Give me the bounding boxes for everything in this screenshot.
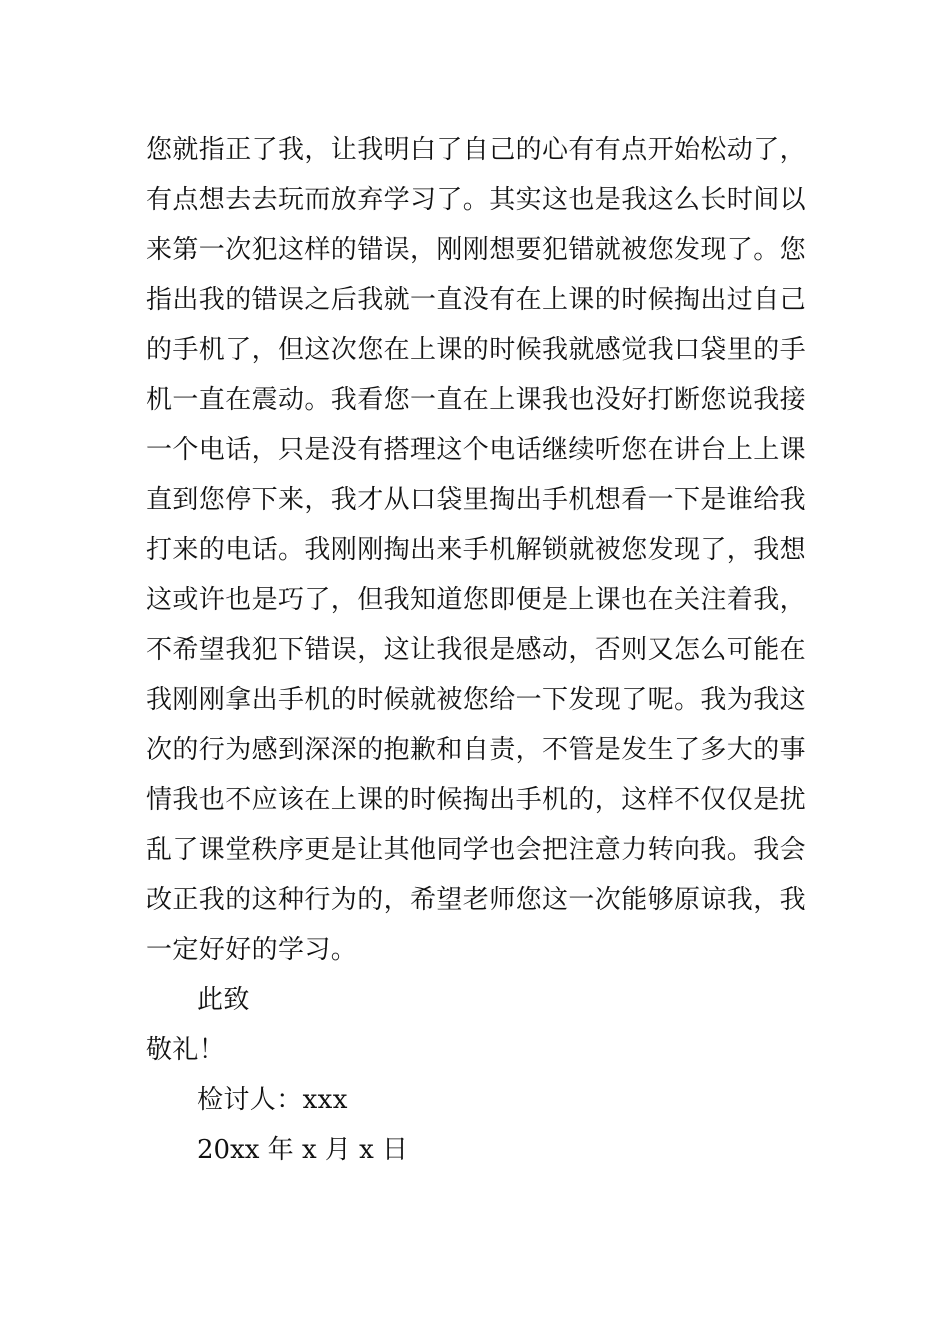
body-line: 一个电话，只是没有搭理这个电话继续听您在讲台上上课 [146,435,807,465]
body-line: 一定好好的学习。 [146,935,358,965]
body-line: 这或许也是巧了，但我知道您即便是上课也在关注着我， [146,585,807,615]
body-line: 乱了课堂秩序更是让其他同学也会把注意力转向我。我会 [146,835,807,865]
body-line: 的手机了，但这次您在上课的时候我就感觉我口袋里的手 [146,335,807,365]
body-line: 我刚刚拿出手机的时候就被您给一下发现了呢。我为我这 [146,685,807,715]
body-line: 情我也不应该在上课的时候掏出手机的，这样不仅仅是扰 [146,785,807,815]
salutation-text: 敬礼！ [146,1035,226,1065]
body-line: 打来的电话。我刚刚掏出来手机解锁就被您发现了，我想 [146,535,807,565]
body-line: 次的行为感到深深的抱歉和自责，不管是发生了多大的事 [146,735,807,765]
body-line: 来第一次犯这样的错误，刚刚想要犯错就被您发现了。您 [146,235,807,265]
body-line: 有点想去去玩而放弃学习了。其实这也是我这么长时间以 [146,185,807,215]
body-line: 您就指正了我，让我明白了自己的心有有点开始松动了， [146,135,807,165]
body-line: 指出我的错误之后我就一直没有在上课的时候掏出过自己 [146,285,807,315]
closing-text: 此致 [197,985,250,1015]
body-line: 不希望我犯下错误，这让我很是感动，否则又怎么可能在 [146,635,807,665]
body-line: 改正我的这种行为的，希望老师您这一次能够原谅我，我 [146,885,807,915]
date-text: 20xx 年 x 月 x 日 [197,1135,409,1165]
letter-body [146,125,806,1175]
signature-text: 检讨人：xxx [197,1085,348,1115]
body-line: 机一直在震动。我看您一直在上课我也没好打断您说我接 [146,385,807,415]
body-line: 直到您停下来，我才从口袋里掏出手机想看一下是谁给我 [146,485,807,515]
